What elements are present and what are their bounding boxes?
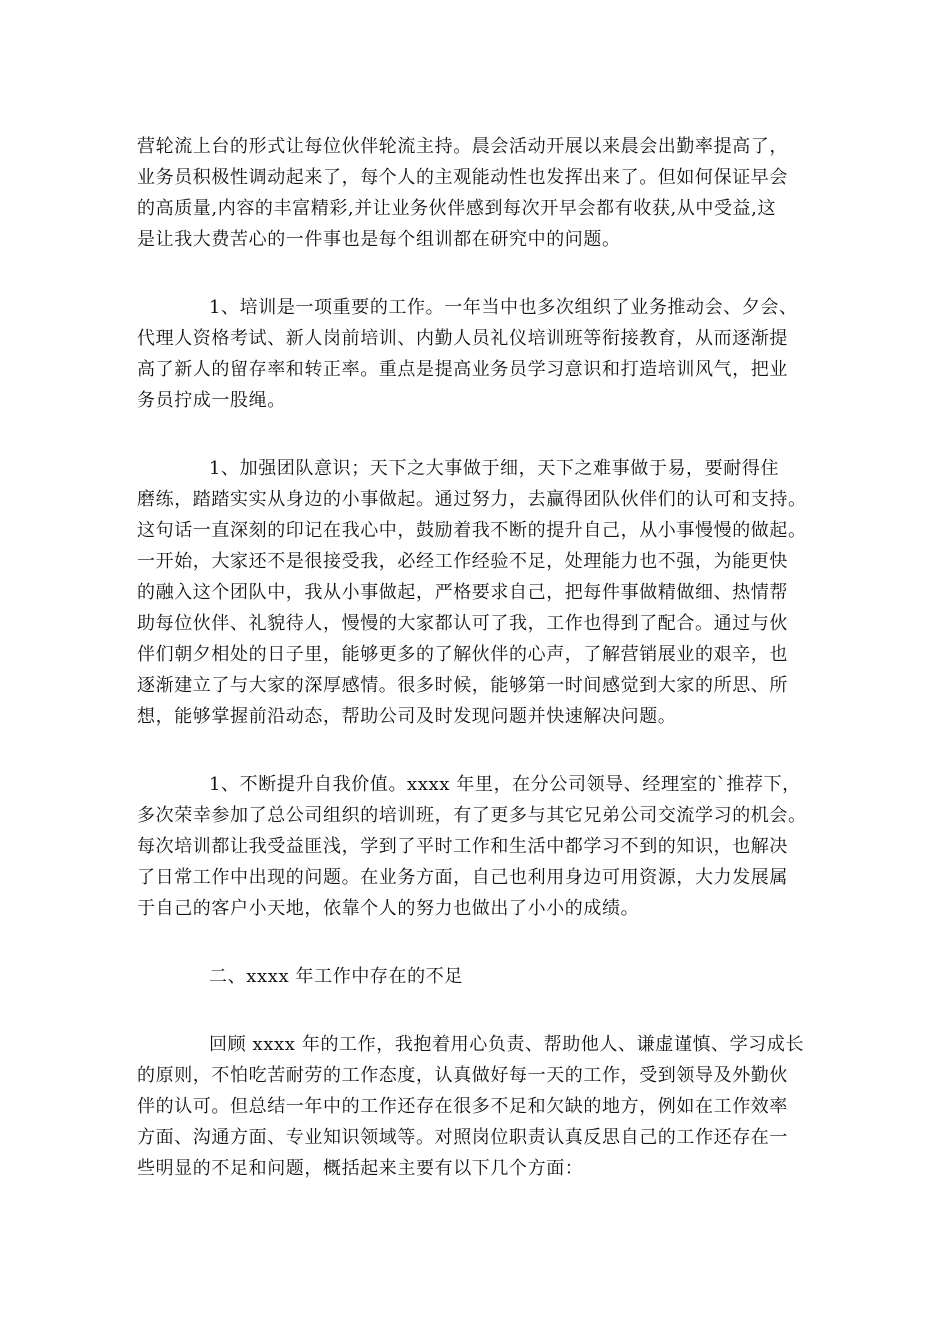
document-body (137, 131, 821, 1184)
text-line: 想，能够掌握前沿动态，帮助公司及时发现问题并快速解决问题。 (137, 706, 677, 727)
text-line: 逐渐建立了与大家的深厚感情。很多时候，能够第一时间感觉到大家的所思、所 (137, 675, 788, 696)
text-line: 的原则，不怕吃苦耐劳的工作态度，认真做好每一天的工作，受到领导及外勤伙 (137, 1065, 788, 1086)
text-line: 这句话一直深刻的印记在我心中，鼓励着我不断的提升自己，从小事慢慢的做起。 (137, 520, 807, 541)
text-line: 方面、沟通方面、专业知识领域等。对照岗位职责认真反思自己的工作还存在一 (137, 1127, 788, 1148)
text-line: 伴们朝夕相处的日子里，能够更多的了解伙伴的心声，了解营销展业的艰辛，也 (137, 644, 788, 665)
paragraph-gap (137, 416, 821, 453)
paragraph-gap (137, 992, 821, 1029)
text-line: 助每位伙伴、礼貌待人，慢慢的大家都认可了我，工作也得到了配合。通过与伙 (137, 613, 788, 634)
text-line: 1、不断提升自我价值。xxxx 年里，在分公司领导、经理室的`推荐下， (209, 774, 801, 795)
text-line: 务员拧成一股绳。 (137, 390, 286, 411)
paragraph-gap (137, 255, 821, 292)
text-line: 一开始，大家还不是很接受我，必经工作经验不足，处理能力也不强，为能更快 (137, 551, 788, 572)
text-line: 二、xxxx 年工作中存在的不足 (209, 966, 463, 987)
text-line: 的高质量,内容的丰富精彩,并让业务伙伴感到每次开早会都有收获,从中受益,这 (137, 198, 777, 219)
paragraph-gap (137, 924, 821, 961)
text-line: 高了新人的留存率和转正率。重点是提高业务员学习意识和打造培训风气，把业 (137, 359, 788, 380)
paragraph (137, 453, 821, 732)
text-line: 些明显的不足和问题，概括起来主要有以下几个方面： (137, 1158, 584, 1179)
paragraph (137, 961, 821, 992)
text-line: 代理人资格考试、新人岗前培训、内勤人员礼仪培训班等衔接教育，从而逐渐提 (137, 328, 788, 349)
text-line: 磨练，踏踏实实从身边的小事做起。通过努力，去赢得团队伙伴们的认可和支持。 (137, 489, 807, 510)
text-line: 1、加强团队意识；天下之大事做于细，天下之难事做于易，要耐得住 (209, 458, 780, 479)
text-line: 于自己的客户小天地，依靠个人的努力也做出了小小的成绩。 (137, 898, 640, 919)
text-line: 回顾 xxxx 年的工作，我抱着用心负责、帮助他人、谦虚谨慎、学习成长 (209, 1034, 805, 1055)
text-line: 每次培训都让我受益匪浅，学到了平时工作和生活中都学习不到的知识，也解决 (137, 836, 788, 857)
paragraph-gap (137, 732, 821, 769)
text-line: 1、培训是一项重要的工作。一年当中也多次组织了业务推动会、夕会、 (209, 297, 798, 318)
text-line: 伴的认可。但总结一年中的工作还存在很多不足和欠缺的地方，例如在工作效率 (137, 1096, 788, 1117)
text-line: 营轮流上台的形式让每位伙伴轮流主持。晨会活动开展以来晨会出勤率提高了， (137, 136, 788, 157)
paragraph (137, 292, 821, 416)
text-line: 业务员积极性调动起来了，每个人的主观能动性也发挥出来了。但如何保证早会 (137, 167, 788, 188)
text-line: 了日常工作中出现的问题。在业务方面，自己也利用身边可用资源，大力发展属 (137, 867, 788, 888)
paragraph (137, 769, 821, 924)
text-line: 多次荣幸参加了总公司组织的培训班，有了更多与其它兄弟公司交流学习的机会。 (137, 805, 807, 826)
text-line: 是让我大费苦心的一件事也是每个组训都在研究中的问题。 (137, 229, 621, 250)
paragraph (137, 1029, 821, 1184)
text-line: 的融入这个团队中，我从小事做起，严格要求自己，把每件事做精做细、热情帮 (137, 582, 788, 603)
paragraph (137, 131, 821, 255)
